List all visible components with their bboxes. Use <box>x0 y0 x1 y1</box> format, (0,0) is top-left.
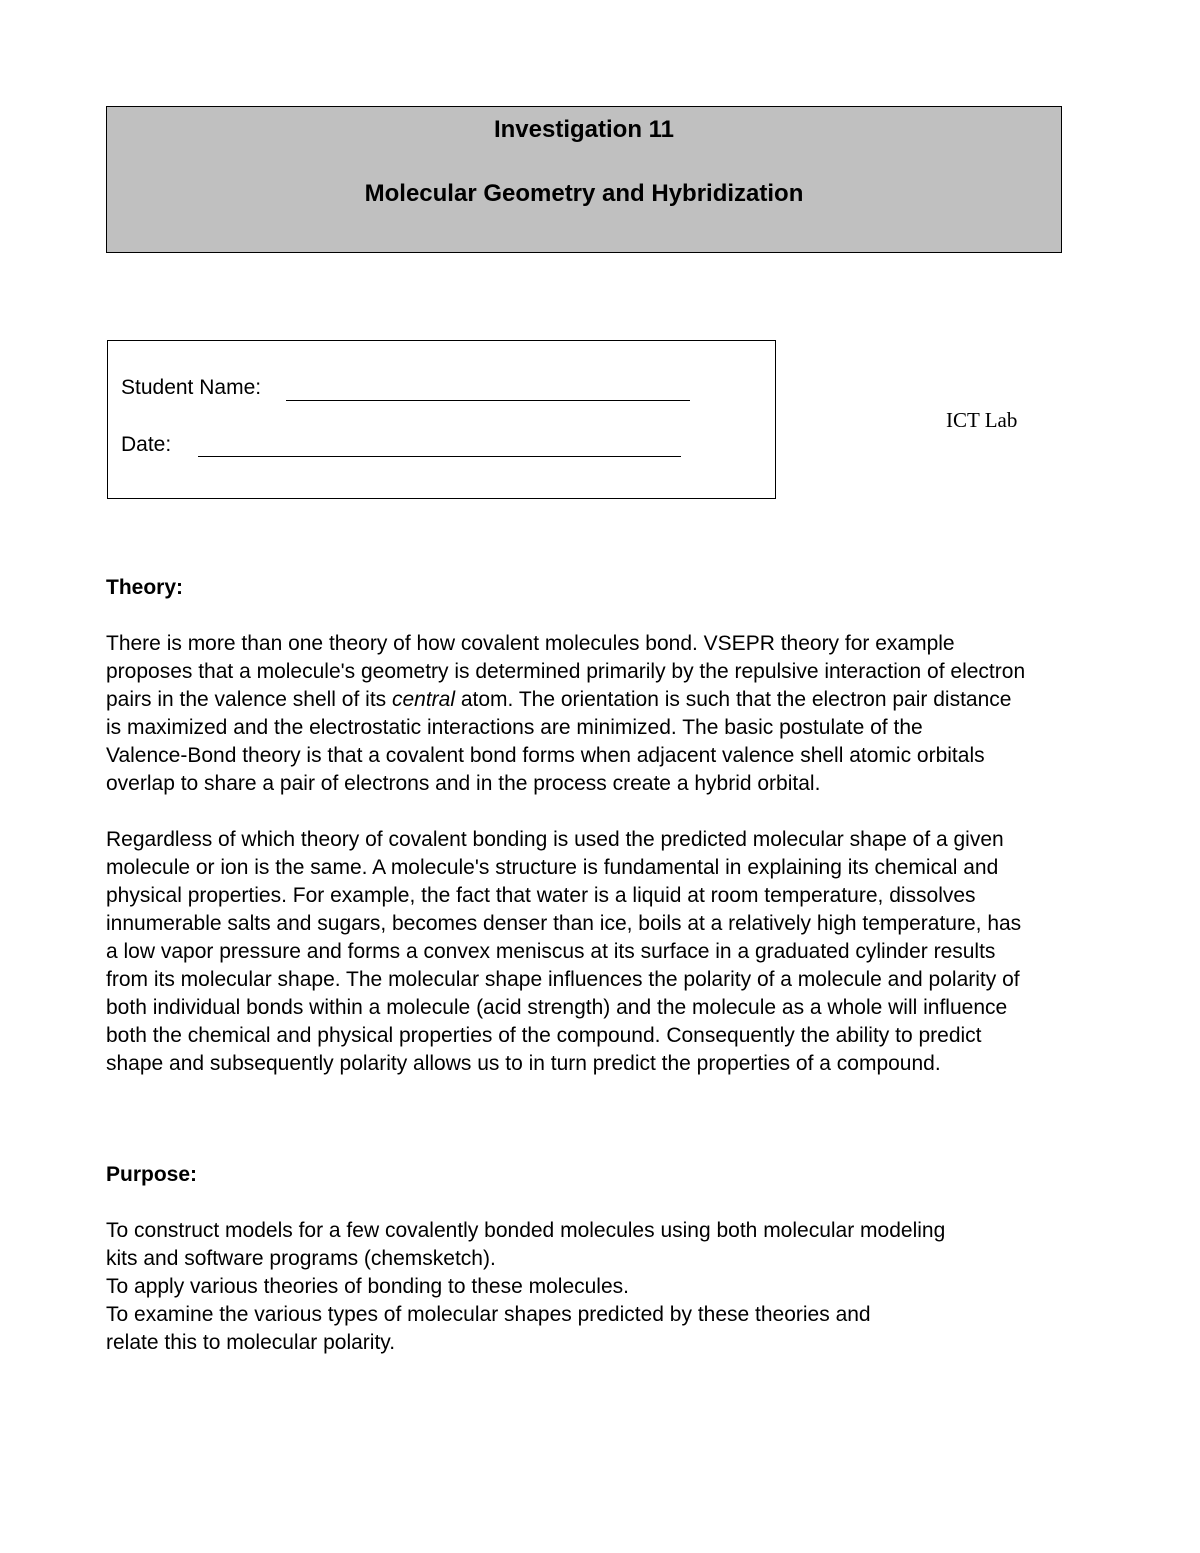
text-segment: pairs in the valence shell of its <box>106 688 392 711</box>
text-line: molecule or ion is the same. A molecule's structure is fundamental in explaining its chemical and <box>106 856 999 879</box>
text-line: kits and software programs (chemsketch). <box>106 1247 496 1270</box>
text-line: Valence-Bond theory is that a covalent bond forms when adjacent valence shell atomic orbitals <box>106 744 985 767</box>
text-line: both individual bonds within a molecule (acid strength) and the molecule as a whole will influence <box>106 996 1008 1019</box>
purpose-heading: Purpose: <box>106 1163 198 1186</box>
text-line: To apply various theories of bonding to these molecules. <box>106 1275 629 1298</box>
text-line: To examine the various types of molecular shapes predicted by these theories and <box>106 1303 871 1326</box>
theory-heading: Theory: <box>106 576 184 599</box>
theory-paragraph-2 <box>106 826 1156 1078</box>
text-line: innumerable salts and sugars, becomes denser than ice, boils at a relatively high temperature, has <box>106 912 1022 935</box>
text-segment: atom. The orientation is such that the electron pair distance <box>455 688 1012 711</box>
text-line: a low vapor pressure and forms a convex meniscus at its surface in a graduated cylinder results <box>106 940 996 963</box>
text-line: proposes that a molecule's geometry is determined primarily by the repulsive interaction of electron <box>106 660 1026 683</box>
text-line: shape and subsequently polarity allows us to in turn predict the properties of a compound. <box>106 1052 941 1075</box>
text-line: both the chemical and physical properties of the compound. Consequently the ability to predict <box>106 1024 982 1047</box>
purpose-paragraph <box>106 1217 1156 1357</box>
text-line: from its molecular shape. The molecular shape influences the polarity of a molecule and polarity of <box>106 968 1020 991</box>
text-line: physical properties. For example, the fact that water is a liquid at room temperature, dissolves <box>106 884 976 907</box>
emphasis-text: central <box>391 688 456 711</box>
date-label: Date: <box>121 433 172 456</box>
theory-paragraph-1 <box>106 630 1156 798</box>
document-subtitle: Molecular Geometry and Hybridization <box>364 180 804 207</box>
document-title: Investigation 11 <box>493 116 675 143</box>
text-line: To construct models for a few covalently bonded molecules using both molecular modeling <box>106 1219 946 1242</box>
student-info-box <box>107 340 776 499</box>
student-name-label: Student Name: <box>121 376 262 399</box>
date-field[interactable] <box>198 456 681 457</box>
text-line: Regardless of which theory of covalent bonding is used the predicted molecular shape of a given <box>106 828 1004 851</box>
text-line <box>106 686 1156 714</box>
text-line: is maximized and the electrostatic interactions are minimized. The basic postulate of the <box>106 716 923 739</box>
lab-location-label: ICT Lab <box>946 408 1018 432</box>
text-line: overlap to share a pair of electrons and in the process create a hybrid orbital. <box>106 772 821 795</box>
student-name-field[interactable] <box>286 400 690 401</box>
text-line: There is more than one theory of how covalent molecules bond. VSEPR theory for example <box>106 632 955 655</box>
text-line: relate this to molecular polarity. <box>106 1331 396 1354</box>
